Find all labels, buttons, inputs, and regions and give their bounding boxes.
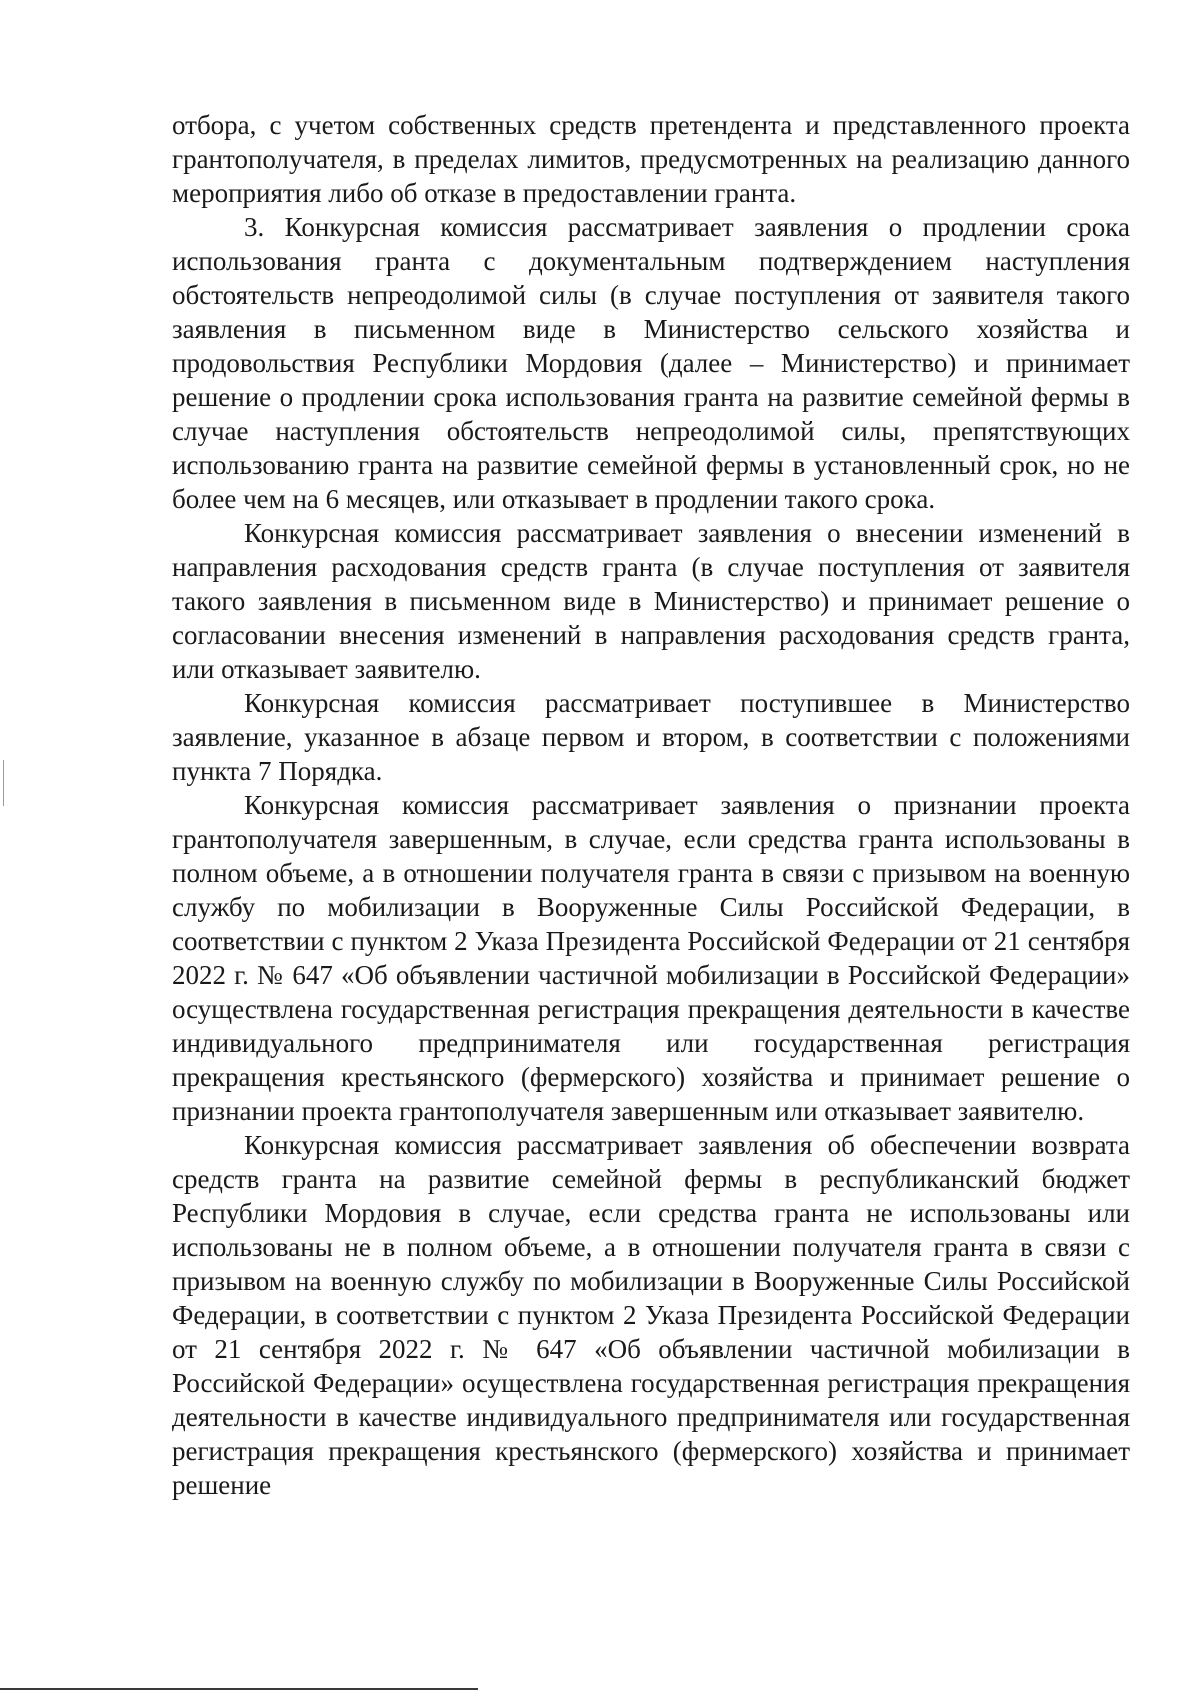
scan-edge-mark bbox=[3, 760, 4, 806]
bottom-scan-line bbox=[0, 1688, 478, 1690]
paragraph-procedure-reference: Конкурсная комиссия рассматривает поступившее в Министерство заявление, указанное в абзаце первом и втором, в соответствии с положениями пункта 7 Порядка. bbox=[172, 688, 1130, 786]
paragraph-continuation: отбора, с учетом собственных средств претендента и представленного проекта грантополучателя, в пределах лимитов, предусмотренных на реализацию данного мероприятия либо об отказе в предоставлении гранта. bbox=[172, 110, 1130, 208]
paragraph-item-3: 3. Конкурсная комиссия рассматривает заявления о продлении срока использования гранта с документальным подтверждением наступления обстоятельств непреодолимой силы (в случае поступления от заявителя такого заявления в письменном виде в Министерство сельского хозяйства и продовольствия Республики Мордовия (далее – Министерство) и принимает решение о продлении срока использования гранта на развитие семейной фермы в случае наступления обстоятельств непреодолимой силы, препятствующих использованию гранта на развитие семейной фермы в установленный срок, но не более чем на 6 месяцев, или отказывает в продлении такого срока. bbox=[172, 212, 1130, 514]
paragraph-project-completion: Конкурсная комиссия рассматривает заявления о признании проекта грантополучателя завершенным, в случае, если средства гранта использованы в полном объеме, а в отношении получателя гранта в связи с призывом на военную службу по мобилизации в Вооруженные Силы Российской Федерации, в соответствии с пунктом 2 Указа Президента Российской Федерации от 21 сентября 2022 г. № 647 «Об объявлении частичной мобилизации в Российской Федерации» осуществлена государственная регистрация прекращения деятельности в качестве индивидуального предпринимателя или государственная регистрация прекращения крестьянского (фермерского) хозяйства и принимает решение о признании проекта грантополучателя завершенным или отказывает заявителю. bbox=[172, 790, 1130, 1126]
paragraph-spending-changes: Конкурсная комиссия рассматривает заявления о внесении изменений в направления расходования средств гранта (в случае поступления от заявителя такого заявления в письменном виде в Министерство) и принимает решение о согласовании внесения изменений в направления расходования средств гранта, или отказывает заявителю. bbox=[172, 518, 1130, 684]
paragraph-grant-return: Конкурсная комиссия рассматривает заявления об обеспечении возврата средств гранта на развитие семейной фермы в республиканский бюджет Республики Мордовия в случае, если средства гранта не использованы или использованы не в полном объеме, а в отношении получателя гранта в связи с призывом на военную службу по мобилизации в Вооруженные Силы Российской Федерации, в соответствии с пунктом 2 Указа Президента Российской Федерации от 21 сентября 2022 г. № 647 «Об объявлении частичной мобилизации в Российской Федерации» осуществлена государственная регистрация прекращения деятельности в качестве индивидуального предпринимателя или государственная регистрация прекращения крестьянского (фермерского) хозяйства и принимает решение bbox=[172, 1130, 1130, 1500]
document-body bbox=[172, 108, 1130, 1502]
